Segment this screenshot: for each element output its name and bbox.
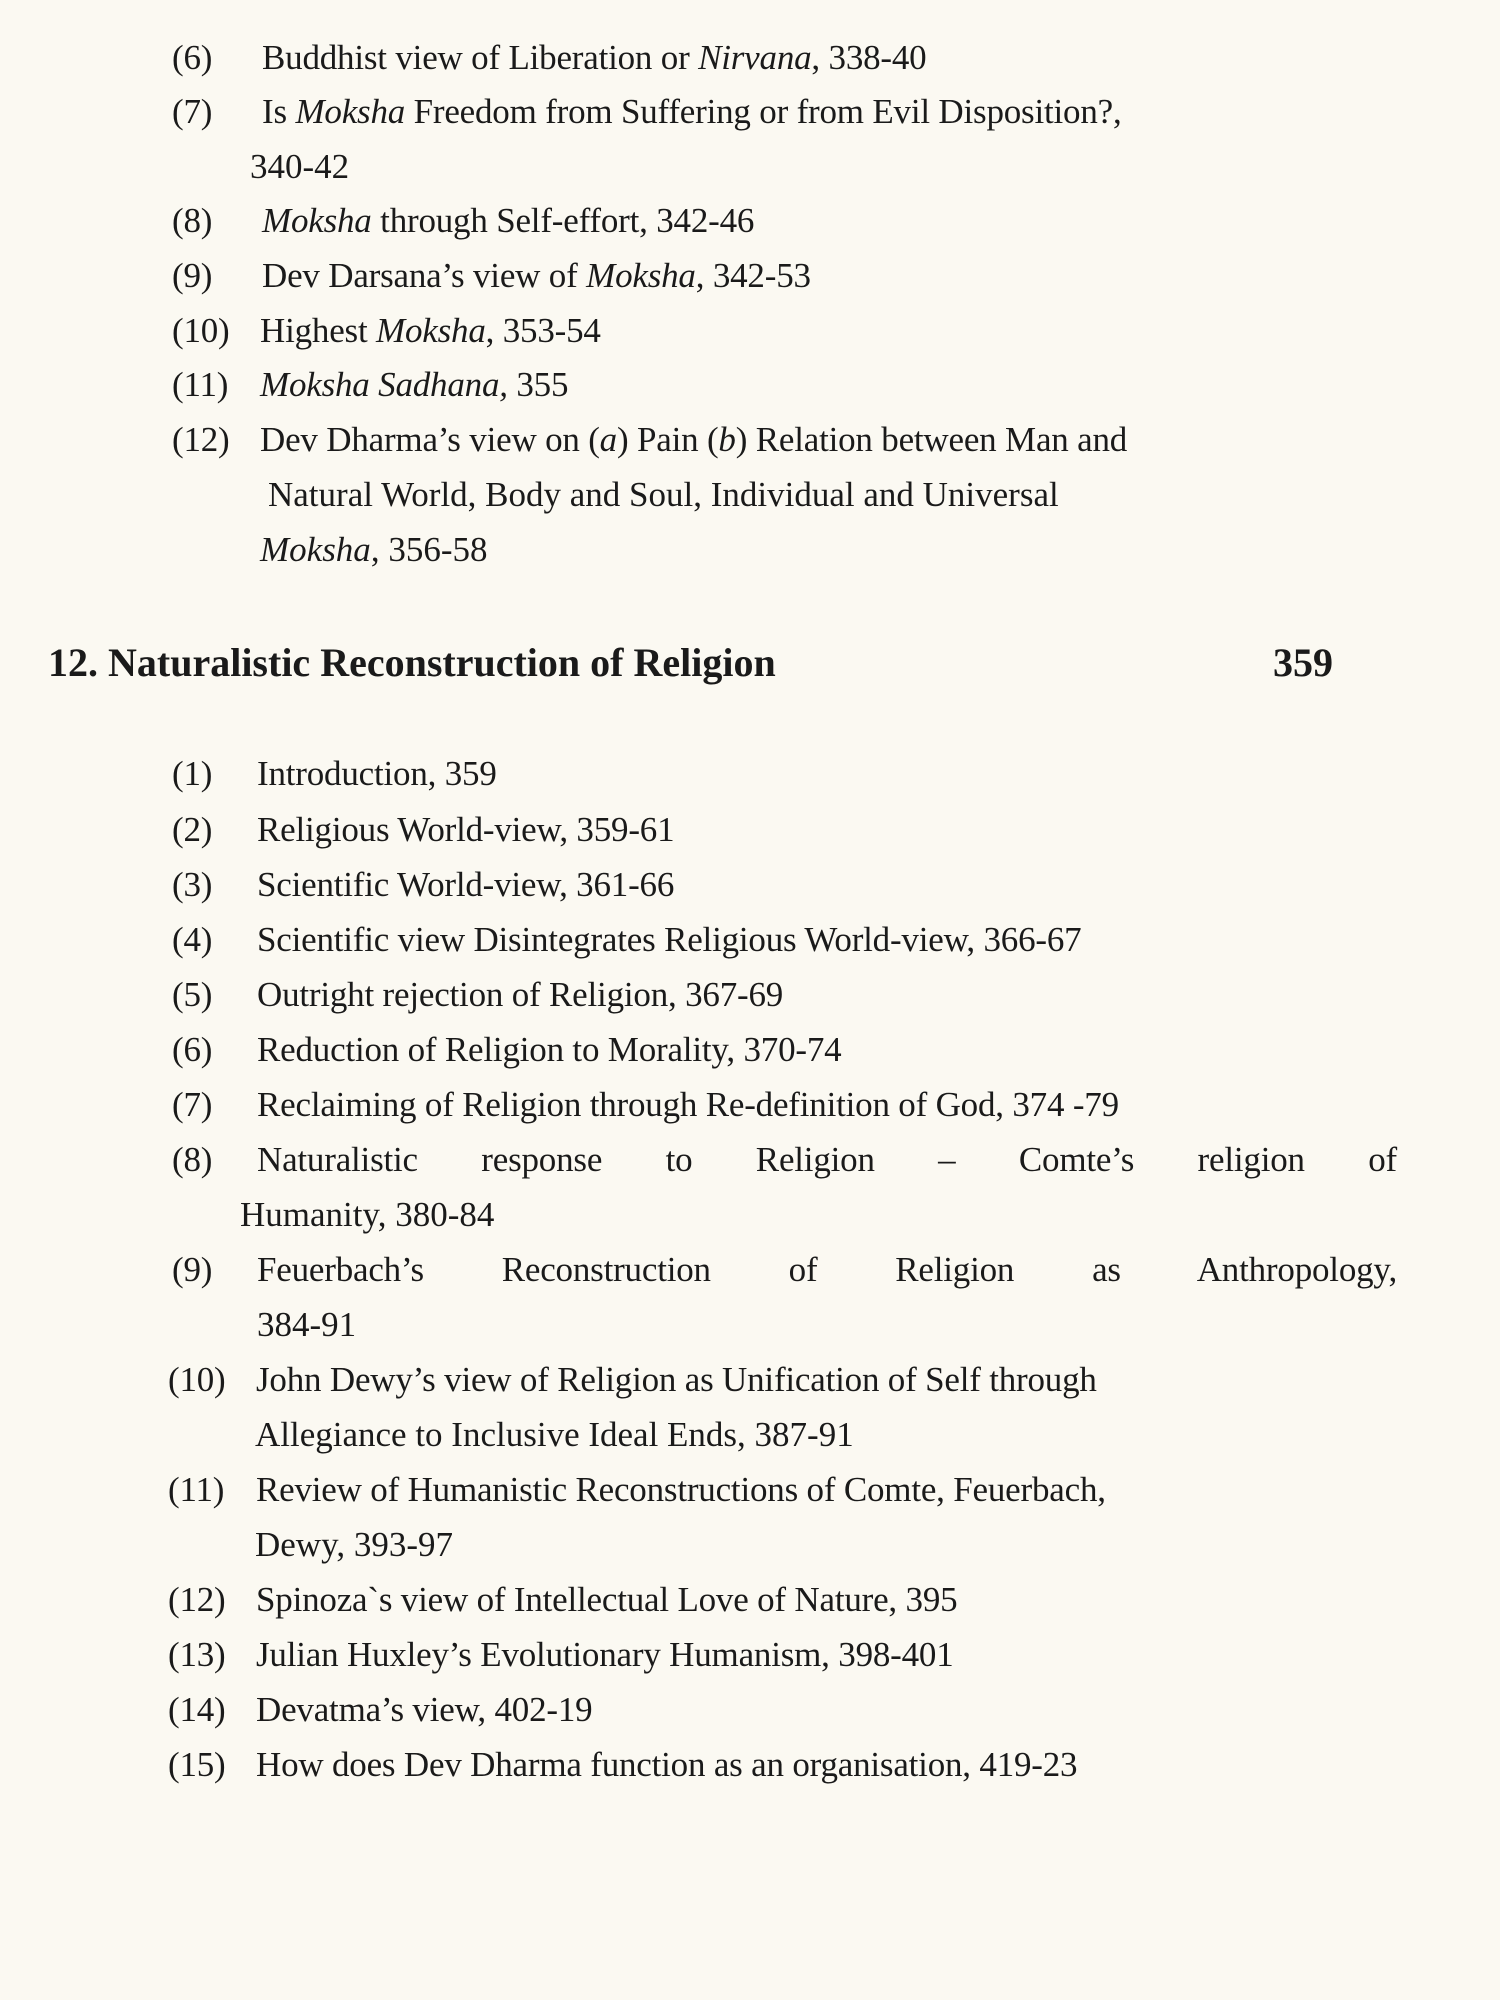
toc-entry: (5) Outright rejection of Religion, 367-69	[172, 975, 784, 1014]
toc-entry-continuation: Natural World, Body and Soul, Individual and Universal	[268, 475, 1059, 514]
chapter-page: 359	[1273, 640, 1333, 685]
toc-entry: (12) Spinoza`s view of Intellectual Love of Nature, 395	[168, 1580, 958, 1619]
toc-entry: (2) Religious World-view, 359-61	[172, 810, 675, 849]
toc-entry: (10) John Dewy’s view of Religion as Unification of Self through	[168, 1360, 1097, 1399]
toc-entry: (6) Reduction of Religion to Morality, 370-74	[172, 1030, 842, 1069]
toc-entry: (6) Buddhist view of Liberation or Nirvana, 338-40	[172, 38, 927, 77]
toc-entry: (11) Moksha Sadhana, 355	[172, 365, 569, 404]
toc-entry-continuation: 384-91	[257, 1305, 357, 1344]
toc-entry: (10) Highest Moksha, 353-54	[172, 311, 601, 350]
toc-entry: (12) Dev Dharma’s view on (a) Pain (b) Relation between Man and	[172, 420, 1128, 459]
toc-entry: (9) Feuerbach’s Reconstruction of Religion as Anthropology,	[172, 1250, 1397, 1289]
toc-entry: (13) Julian Huxley’s Evolutionary Humanism, 398-401	[168, 1635, 954, 1674]
chapter-title: 12. Naturalistic Reconstruction of Religion	[48, 640, 776, 685]
chapter-heading	[48, 635, 1333, 690]
toc-entry-continuation: Dewy, 393-97	[255, 1525, 453, 1564]
toc-entry-continuation: Allegiance to Inclusive Ideal Ends, 387-91	[255, 1415, 854, 1454]
toc-entry: (9) Dev Darsana’s view of Moksha, 342-53	[172, 256, 811, 295]
toc-entry-continuation: Moksha, 356-58	[260, 530, 488, 569]
toc-entry: (7) Is Moksha Freedom from Suffering or from Evil Disposition?,	[172, 92, 1122, 131]
toc-entry: (14) Devatma’s view, 402-19	[168, 1690, 593, 1729]
toc-entry-continuation: Humanity, 380-84	[240, 1195, 495, 1234]
toc-entry-continuation: 340-42	[250, 147, 350, 186]
toc-entry: (15) How does Dev Dharma function as an organisation, 419-23	[168, 1745, 1078, 1784]
toc-entry: (1) Introduction, 359	[172, 754, 497, 793]
toc-entry: (11) Review of Humanistic Reconstructions of Comte, Feuerbach,	[168, 1470, 1106, 1509]
toc-entry: (7) Reclaiming of Religion through Re-definition of God, 374 -79	[172, 1085, 1119, 1124]
toc-entry: (8) Moksha through Self-effort, 342-46	[172, 201, 755, 240]
toc-entry: (3) Scientific World-view, 361-66	[172, 865, 675, 904]
toc-entry: (8) Naturalistic response to Religion – Comte’s religion of	[172, 1140, 1397, 1179]
toc-entry: (4) Scientific view Disintegrates Religious World-view, 366-67	[172, 920, 1082, 959]
